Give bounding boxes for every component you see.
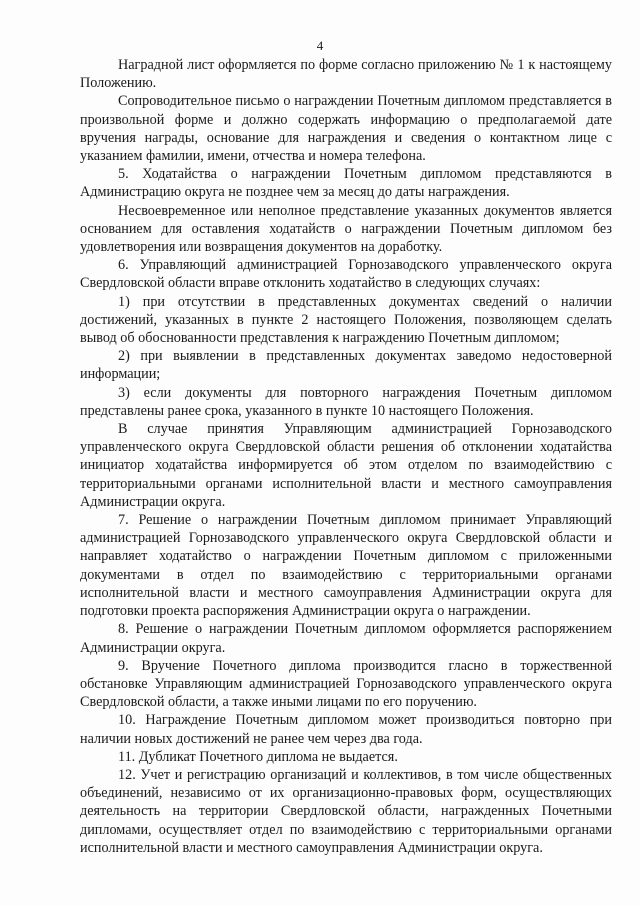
- paragraph-cover-letter: Сопроводительное письмо о награждении Почетным дипломом представляется в произвольной форме и должно содержать информацию о предполагаемой дате вручения награды, основание для награждения и сведения о контактном лице с указанием фамилии, имени, отчества и номера телефона.: [80, 93, 612, 165]
- paragraph-item-9: 9. Вручение Почетного диплома производится гласно в торжественной обстановке Управляющим администрацией Горнозаводского управленческого округа Свердловской области, а также иными лицами по его поручению.: [80, 657, 612, 711]
- paragraph-item-5: 5. Ходатайства о награждении Почетным дипломом представляются в Администрацию округа не позднее чем за месяц до даты награждения.: [80, 166, 612, 201]
- document-body: [80, 56, 612, 857]
- paragraph-item-7: 7. Решение о награждении Почетным дипломом принимает Управляющий администрацией Горнозаводского управленческого округа Свердловской области и направляет ходатайство о награждении Почетным дипломом с приложенными документами в отдел по взаимодействию с территориальными органами исполнительной власти и местного самоуправления Администрации округа для подготовки проекта распоряжения Администрации округа о награждении.: [80, 512, 612, 620]
- page-number: 4: [316, 38, 324, 53]
- paragraph-award-sheet: Наградной лист оформляется по форме согласно приложению № 1 к настоящему Положению.: [80, 57, 612, 92]
- paragraph-item-6: 6. Управляющий администрацией Горнозаводского управленческого округа Свердловской области вправе отклонить ходатайство в следующих случаях:: [80, 257, 612, 292]
- paragraph-item-6-sub-3: 3) если документы для повторного награждения Почетным дипломом представлены ранее срока, указанного в пункте 10 настоящего Положения.: [80, 384, 612, 419]
- paragraph-item-12: 12. Учет и регистрацию организаций и коллективов, в том числе общественных объединений, независимо от их организационно-правовых форм, осуществляющих деятельность на территории Свердловской области, награжденных Почетными дипломами, осуществляет отдел по взаимодействию с территориальными органами исполнительной власти и местного самоуправления Администрации округа.: [80, 766, 612, 856]
- paragraph-item-10: 10. Награждение Почетным дипломом может производиться повторно при наличии новых достижений не ранее чем через два года.: [80, 712, 612, 747]
- paragraph-item-6-sub-2: 2) при выявлении в представленных документах заведомо недостоверной информации;: [80, 348, 612, 383]
- paragraph-untimely-submission: Несвоевременное или неполное представление указанных документов является основанием для оставления ходатайств о награждении Почетным дипломом без удовлетворения или возвращения документов на доработку.: [80, 202, 612, 256]
- paragraph-item-8: 8. Решение о награждении Почетным дипломом оформляется распоряжением Администрации округа.: [80, 621, 612, 656]
- paragraph-rejection-notice: В случае принятия Управляющим администрацией Горнозаводского управленческого округа Свердловской области решения об отклонении ходатайства инициатор ходатайства информируется об этом отделом по взаимодействию с территориальными органами исполнительной власти и местного самоуправления Администрации округа.: [80, 421, 612, 510]
- paragraph-item-11: 11. Дубликат Почетного диплома не выдается.: [118, 748, 398, 765]
- paragraph-item-6-sub-1: 1) при отсутствии в представленных документах сведений о наличии достижений, указанных в пункте 2 настоящего Положения, позволяющем сделать вывод об обоснованности представления к награждению Почетным дипломом;: [80, 293, 612, 347]
